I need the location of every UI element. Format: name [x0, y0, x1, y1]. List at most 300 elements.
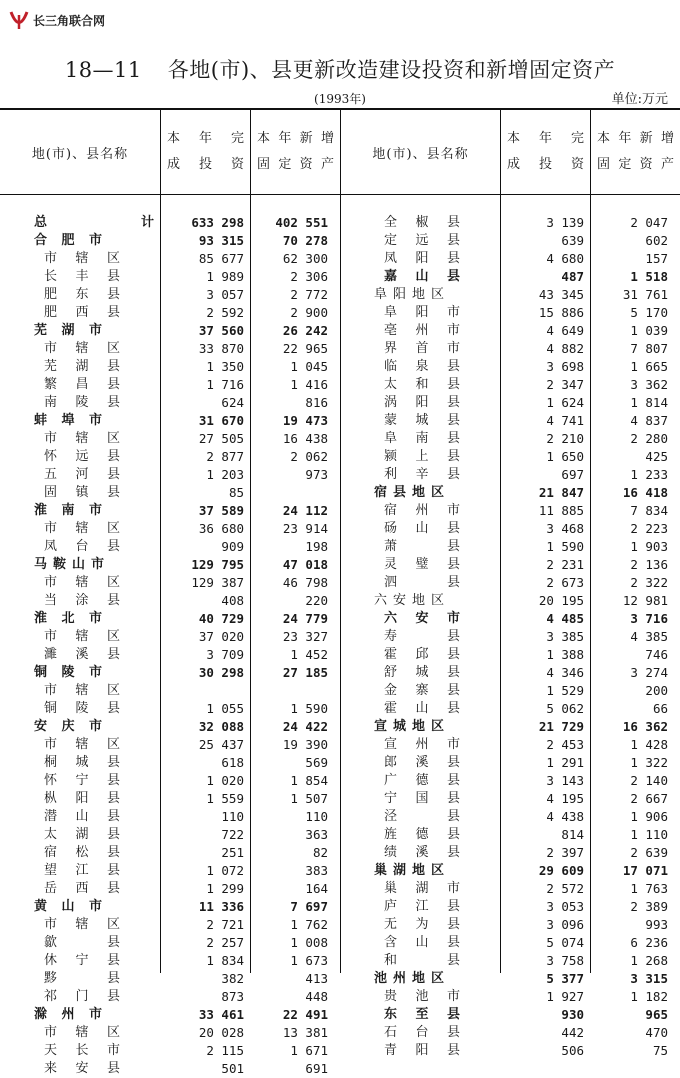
new-assets-value: 1 416: [290, 377, 328, 392]
investment-value: 1 927: [546, 989, 584, 1004]
investment-value: 3 385: [546, 629, 584, 644]
region-name: 市辖区: [44, 521, 120, 536]
new-assets-value: 3 716: [630, 611, 668, 626]
table-row: [0, 592, 340, 610]
new-assets-value: 383: [305, 863, 328, 878]
table-row: [0, 844, 340, 862]
new-assets-value: 24 112: [282, 503, 328, 518]
investment-value: 4 882: [546, 341, 584, 356]
region-name: 宿州市: [384, 503, 460, 518]
investment-value: 506: [561, 1043, 584, 1058]
region-name: 淮南市: [34, 503, 102, 518]
investment-value: 3 468: [546, 521, 584, 536]
new-assets-value: 2 280: [630, 431, 668, 446]
investment-value: 814: [561, 827, 584, 842]
table-row: [340, 664, 680, 682]
investment-value: [160, 682, 244, 700]
investment-value: 501: [221, 1061, 244, 1076]
table-row: [340, 592, 680, 610]
table-row: [0, 862, 340, 880]
table-row: [340, 772, 680, 790]
region-name: 黟县: [44, 971, 120, 986]
table-row: [0, 358, 340, 376]
new-assets-value: 1 428: [630, 737, 668, 752]
table-row: [340, 1006, 680, 1024]
investment-value: 4 195: [546, 791, 584, 806]
table-row: [340, 268, 680, 286]
investment-value: 40 729: [198, 611, 244, 626]
investment-value: 251: [221, 845, 244, 860]
new-assets-value: 27 185: [282, 665, 328, 680]
region-name: 天长市: [44, 1043, 120, 1058]
new-assets-value: 2 389: [630, 899, 668, 914]
table-row: [0, 736, 340, 754]
table-row: [340, 952, 680, 970]
investment-value: 1 350: [206, 359, 244, 374]
table-row: [0, 304, 340, 322]
investment-value: 2 115: [206, 1043, 244, 1058]
region-name: 望江县: [44, 863, 120, 878]
table-row: [340, 1024, 680, 1042]
region-name: 滁州市: [34, 1007, 102, 1022]
column-header-new-assets: 本年新增 固定资产: [257, 131, 334, 172]
investment-value: 27 505: [198, 431, 244, 446]
investment-value: 93 315: [198, 233, 244, 248]
investment-value: 11 885: [538, 503, 584, 518]
table-row: [340, 808, 680, 826]
region-name: 亳州市: [384, 323, 460, 338]
investment-value: 1 624: [546, 395, 584, 410]
investment-value: 873: [221, 989, 244, 1004]
region-name: 市辖区: [44, 737, 120, 752]
new-assets-value: 2 140: [630, 773, 668, 788]
new-assets-value: 1 322: [630, 755, 668, 770]
region-name: 来安县: [44, 1061, 120, 1076]
region-name: 市辖区: [44, 575, 120, 590]
new-assets-value: 2 639: [630, 845, 668, 860]
table-row: [0, 772, 340, 790]
new-assets-value: 47 018: [282, 557, 328, 572]
region-name: 和县: [384, 953, 460, 968]
table-row: [340, 790, 680, 808]
investment-value: 624: [221, 395, 244, 410]
investment-value: 3 709: [206, 647, 244, 662]
table-row: [0, 988, 340, 1006]
investment-value: 3 053: [546, 899, 584, 914]
investment-value: 3 758: [546, 953, 584, 968]
table-row: [340, 646, 680, 664]
new-assets-value: 1 518: [630, 269, 668, 284]
table-row: [0, 952, 340, 970]
investment-value: 2 721: [206, 917, 244, 932]
new-assets-value: 2 223: [630, 521, 668, 536]
investment-value: 11 336: [198, 899, 244, 914]
new-assets-value: 1 268: [630, 953, 668, 968]
table-row: [340, 232, 680, 250]
investment-value: 20 195: [538, 593, 584, 608]
investment-value: 3 096: [546, 917, 584, 932]
new-assets-value: 62 300: [282, 251, 328, 266]
table-row: [0, 826, 340, 844]
region-name: 马鞍山市: [34, 557, 104, 572]
region-name: 六安地区: [374, 593, 444, 608]
investment-value: 1 559: [206, 791, 244, 806]
site-logo[interactable]: [8, 6, 105, 34]
table-row: [0, 484, 340, 502]
investment-value: 4 485: [546, 611, 584, 626]
region-name: 贵池市: [384, 989, 460, 1004]
table-row: [0, 250, 340, 268]
table-row: [340, 556, 680, 574]
region-name: 广德县: [384, 773, 460, 788]
table-row: [0, 808, 340, 826]
table-row: [0, 340, 340, 358]
table-row: [0, 520, 340, 538]
new-assets-value: 1 452: [290, 647, 328, 662]
investment-value: 37 560: [198, 323, 244, 338]
region-name: 休宁县: [44, 953, 120, 968]
table-row: [0, 376, 340, 394]
table-row: [340, 430, 680, 448]
investment-value: 1 590: [546, 539, 584, 554]
region-name: 霍山县: [384, 701, 460, 716]
region-name: 临泉县: [384, 359, 460, 374]
investment-value: 33 870: [198, 341, 244, 356]
table-row: [0, 916, 340, 934]
new-assets-value: 1 590: [290, 701, 328, 716]
region-name: 市辖区: [44, 629, 120, 644]
table-row: [0, 1006, 340, 1024]
region-name: 蒙城县: [384, 413, 460, 428]
table-row: [0, 232, 340, 250]
new-assets-value: 13 381: [282, 1025, 328, 1040]
region-name: 淮北市: [34, 611, 102, 626]
table-row: [0, 448, 340, 466]
investment-value: 21 729: [538, 719, 584, 734]
new-assets-value: 1 110: [630, 827, 668, 842]
table-row: [340, 898, 680, 916]
investment-value: 2 572: [546, 881, 584, 896]
region-name: 泗县: [384, 575, 460, 590]
investment-value: 20 028: [198, 1025, 244, 1040]
table-row: [340, 754, 680, 772]
table-row: [340, 448, 680, 466]
new-assets-value: 1 854: [290, 773, 328, 788]
new-assets-value: 1 903: [630, 539, 668, 554]
region-name: 繁昌县: [44, 377, 120, 392]
table-row: [0, 556, 340, 574]
region-name: 五河县: [44, 467, 120, 482]
new-assets-value: 70 278: [282, 233, 328, 248]
region-name: 安庆市: [34, 719, 102, 734]
table-row: [0, 646, 340, 664]
region-name: 寿县: [384, 629, 460, 644]
investment-value: 2 257: [206, 935, 244, 950]
page-title: [0, 54, 680, 84]
column-header-investment: 本 年 完 成 投 资: [507, 131, 584, 172]
new-assets-value: 1 665: [630, 359, 668, 374]
investment-value: 639: [561, 233, 584, 248]
region-name: 市辖区: [44, 251, 120, 266]
table-row: [340, 466, 680, 484]
region-name: 歙县: [44, 935, 120, 950]
region-name: 旌德县: [384, 827, 460, 842]
region-name: 铜陵县: [44, 701, 120, 716]
column-header-name: 地(市)、县名称: [372, 146, 469, 162]
table-row: [0, 880, 340, 898]
region-name: 芜湖市: [34, 323, 102, 338]
new-assets-value: 973: [305, 467, 328, 482]
investment-value: 618: [221, 755, 244, 770]
new-assets-value: 1 671: [290, 1043, 328, 1058]
table-number: 18—11: [64, 58, 142, 82]
investment-value: 1 020: [206, 773, 244, 788]
new-assets-value: 4 837: [630, 413, 668, 428]
region-name: 怀宁县: [44, 773, 120, 788]
region-name: 合肥市: [34, 233, 102, 248]
table-row: [340, 1042, 680, 1060]
investment-value: 1 291: [546, 755, 584, 770]
unit-label: 单位:万元: [611, 92, 668, 107]
new-assets-value: 1 673: [290, 953, 328, 968]
region-name: 萧县: [384, 539, 460, 554]
new-assets-value: 4 385: [630, 629, 668, 644]
investment-value: 2 397: [546, 845, 584, 860]
investment-value: 1 834: [206, 953, 244, 968]
investment-value: 697: [561, 467, 584, 482]
table-row: [340, 484, 680, 502]
new-assets-value: 2 772: [290, 287, 328, 302]
region-name: 无为县: [384, 917, 460, 932]
new-assets-value: 1 008: [290, 935, 328, 950]
new-assets-value: 110: [305, 809, 328, 824]
table-row: [340, 844, 680, 862]
new-assets-value: 23 327: [282, 629, 328, 644]
region-name: 砀山县: [384, 521, 460, 536]
investment-value: 633 298: [191, 215, 244, 230]
region-name: 祁门县: [44, 989, 120, 1004]
table-row: [0, 466, 340, 484]
table-row: [0, 718, 340, 736]
investment-value: 4 680: [546, 251, 584, 266]
column-header-name: 地(市)、县名称: [31, 146, 129, 162]
region-name: 当涂县: [44, 593, 120, 608]
investment-value: 25 437: [198, 737, 244, 752]
new-assets-value: 66: [652, 701, 668, 716]
region-name: 固镇县: [44, 485, 120, 500]
investment-value: 129 387: [191, 575, 244, 590]
table-row: [0, 322, 340, 340]
investment-value: 1 388: [546, 647, 584, 662]
investment-value: 5 062: [546, 701, 584, 716]
new-assets-value: 425: [645, 449, 668, 464]
new-assets-value: 1 233: [630, 467, 668, 482]
investment-value: 5 377: [546, 971, 584, 986]
new-assets-value: 24 422: [282, 719, 328, 734]
region-name: 市辖区: [44, 341, 120, 356]
table-row: [0, 430, 340, 448]
column-header-new-assets: 本年新增 固定资产: [597, 131, 674, 172]
investment-value: 1 072: [206, 863, 244, 878]
new-assets-value: [250, 682, 328, 700]
new-assets-value: 23 914: [282, 521, 328, 536]
investment-value: 3 139: [546, 215, 584, 230]
new-assets-value: 816: [305, 395, 328, 410]
investment-value: 29 609: [538, 863, 584, 878]
new-assets-value: 746: [645, 647, 668, 662]
table-row: [340, 970, 680, 988]
region-name: 桐城县: [44, 755, 120, 770]
site-name: 长三角联合网: [33, 13, 106, 28]
new-assets-value: 22 965: [282, 341, 328, 356]
investment-value: 31 670: [198, 413, 244, 428]
table-row: [340, 394, 680, 412]
region-name: 宁国县: [384, 791, 460, 806]
table-row: [0, 628, 340, 646]
investment-value: 2 877: [206, 449, 244, 464]
region-name: 全椒县: [384, 215, 460, 230]
region-name: 总 计: [34, 215, 154, 230]
investment-value: 1 055: [206, 701, 244, 716]
region-name: 颍上县: [384, 449, 460, 464]
new-assets-value: 17 071: [622, 863, 668, 878]
region-name: 青阳县: [384, 1043, 460, 1058]
table-row: [0, 538, 340, 556]
table-row: [0, 1024, 340, 1042]
investment-value: 1 203: [206, 467, 244, 482]
table-row: [0, 610, 340, 628]
table-row: [0, 286, 340, 304]
investment-value: 4 346: [546, 665, 584, 680]
new-assets-value: 1 039: [630, 323, 668, 338]
new-assets-value: 691: [305, 1061, 328, 1076]
investment-value: 4 438: [546, 809, 584, 824]
table-row: [340, 520, 680, 538]
investment-value: 408: [221, 593, 244, 608]
table-row: [340, 322, 680, 340]
investment-value: 4 649: [546, 323, 584, 338]
region-name: 枞阳县: [44, 791, 120, 806]
region-name: 南陵县: [44, 395, 120, 410]
table-row: [340, 988, 680, 1006]
table-row: [340, 340, 680, 358]
table-row: [0, 754, 340, 772]
new-assets-value: 1 762: [290, 917, 328, 932]
new-assets-value: 7 697: [290, 899, 328, 914]
investment-value: 442: [561, 1025, 584, 1040]
region-name: 阜阳地区: [374, 287, 444, 302]
investment-value: 33 461: [198, 1007, 244, 1022]
investment-value: 1 299: [206, 881, 244, 896]
region-name: 岳西县: [44, 881, 120, 896]
table-row: [0, 502, 340, 520]
region-name: 肥西县: [44, 305, 120, 320]
investment-value: 129 795: [191, 557, 244, 572]
investment-value: 85: [228, 485, 244, 500]
region-name: 宿县地区: [374, 485, 444, 500]
region-name: 六安市: [384, 611, 460, 626]
new-assets-value: 16 438: [282, 431, 328, 446]
region-name: 凤阳县: [384, 251, 460, 266]
region-name: 灵璧县: [384, 557, 460, 572]
investment-value: 2 231: [546, 557, 584, 572]
new-assets-value: 46 798: [282, 575, 328, 590]
new-assets-value: 200: [645, 683, 668, 698]
table-title: 各地(市)、县更新改造建设投资和新增固定资产: [167, 58, 616, 82]
new-assets-value: 2 047: [630, 215, 668, 230]
new-assets-value: 3 362: [630, 377, 668, 392]
region-name: 太和县: [384, 377, 460, 392]
region-name: 巢湖市: [384, 881, 460, 896]
new-assets-value: 1 906: [630, 809, 668, 824]
table-row: [0, 1060, 340, 1078]
new-assets-value: 2 306: [290, 269, 328, 284]
new-assets-value: 198: [305, 539, 328, 554]
site-logo-icon: [8, 9, 30, 31]
new-assets-value: 157: [645, 251, 668, 266]
column-header-investment: 本 年 完 成 投 资: [167, 131, 244, 172]
region-name: 郎溪县: [384, 755, 460, 770]
investment-value: 32 088: [198, 719, 244, 734]
region-name: 怀远县: [44, 449, 120, 464]
table-row: [340, 538, 680, 556]
new-assets-value: 1 763: [630, 881, 668, 896]
investment-value: 2 347: [546, 377, 584, 392]
region-name: 巢湖地区: [374, 863, 444, 878]
investment-value: 930: [561, 1007, 584, 1022]
region-name: 利辛县: [384, 467, 460, 482]
table-row: [0, 700, 340, 718]
investment-value: 3 057: [206, 287, 244, 302]
new-assets-value: 16 418: [622, 485, 668, 500]
investment-value: 1 650: [546, 449, 584, 464]
new-assets-value: 413: [305, 971, 328, 986]
table-row: [340, 412, 680, 430]
new-assets-value: 19 473: [282, 413, 328, 428]
region-name: 阜阳市: [384, 305, 460, 320]
table-row: [0, 664, 340, 682]
table-row: [340, 502, 680, 520]
table-row: [340, 916, 680, 934]
table-year: (1993年): [314, 92, 366, 106]
investment-value: 2 210: [546, 431, 584, 446]
new-assets-value: 2 062: [290, 449, 328, 464]
table-row: [340, 682, 680, 700]
new-assets-value: 1 045: [290, 359, 328, 374]
new-assets-value: 31 761: [622, 287, 668, 302]
investment-value: 5 074: [546, 935, 584, 950]
table-row: [340, 628, 680, 646]
region-name: 市辖区: [44, 683, 120, 698]
table-row: [0, 898, 340, 916]
new-assets-value: 19 390: [282, 737, 328, 752]
new-assets-value: 6 236: [630, 935, 668, 950]
new-assets-value: 220: [305, 593, 328, 608]
table-row: [340, 880, 680, 898]
new-assets-value: 448: [305, 989, 328, 1004]
new-assets-value: 7 807: [630, 341, 668, 356]
table-row: [0, 268, 340, 286]
region-name: 定远县: [384, 233, 460, 248]
new-assets-value: 1 182: [630, 989, 668, 1004]
new-assets-value: 2 322: [630, 575, 668, 590]
new-assets-value: 1 814: [630, 395, 668, 410]
table-row: [0, 1042, 340, 1060]
region-name: 潜山县: [44, 809, 120, 824]
table-row: [340, 376, 680, 394]
region-name: 绩溪县: [384, 845, 460, 860]
region-name: 市辖区: [44, 917, 120, 932]
